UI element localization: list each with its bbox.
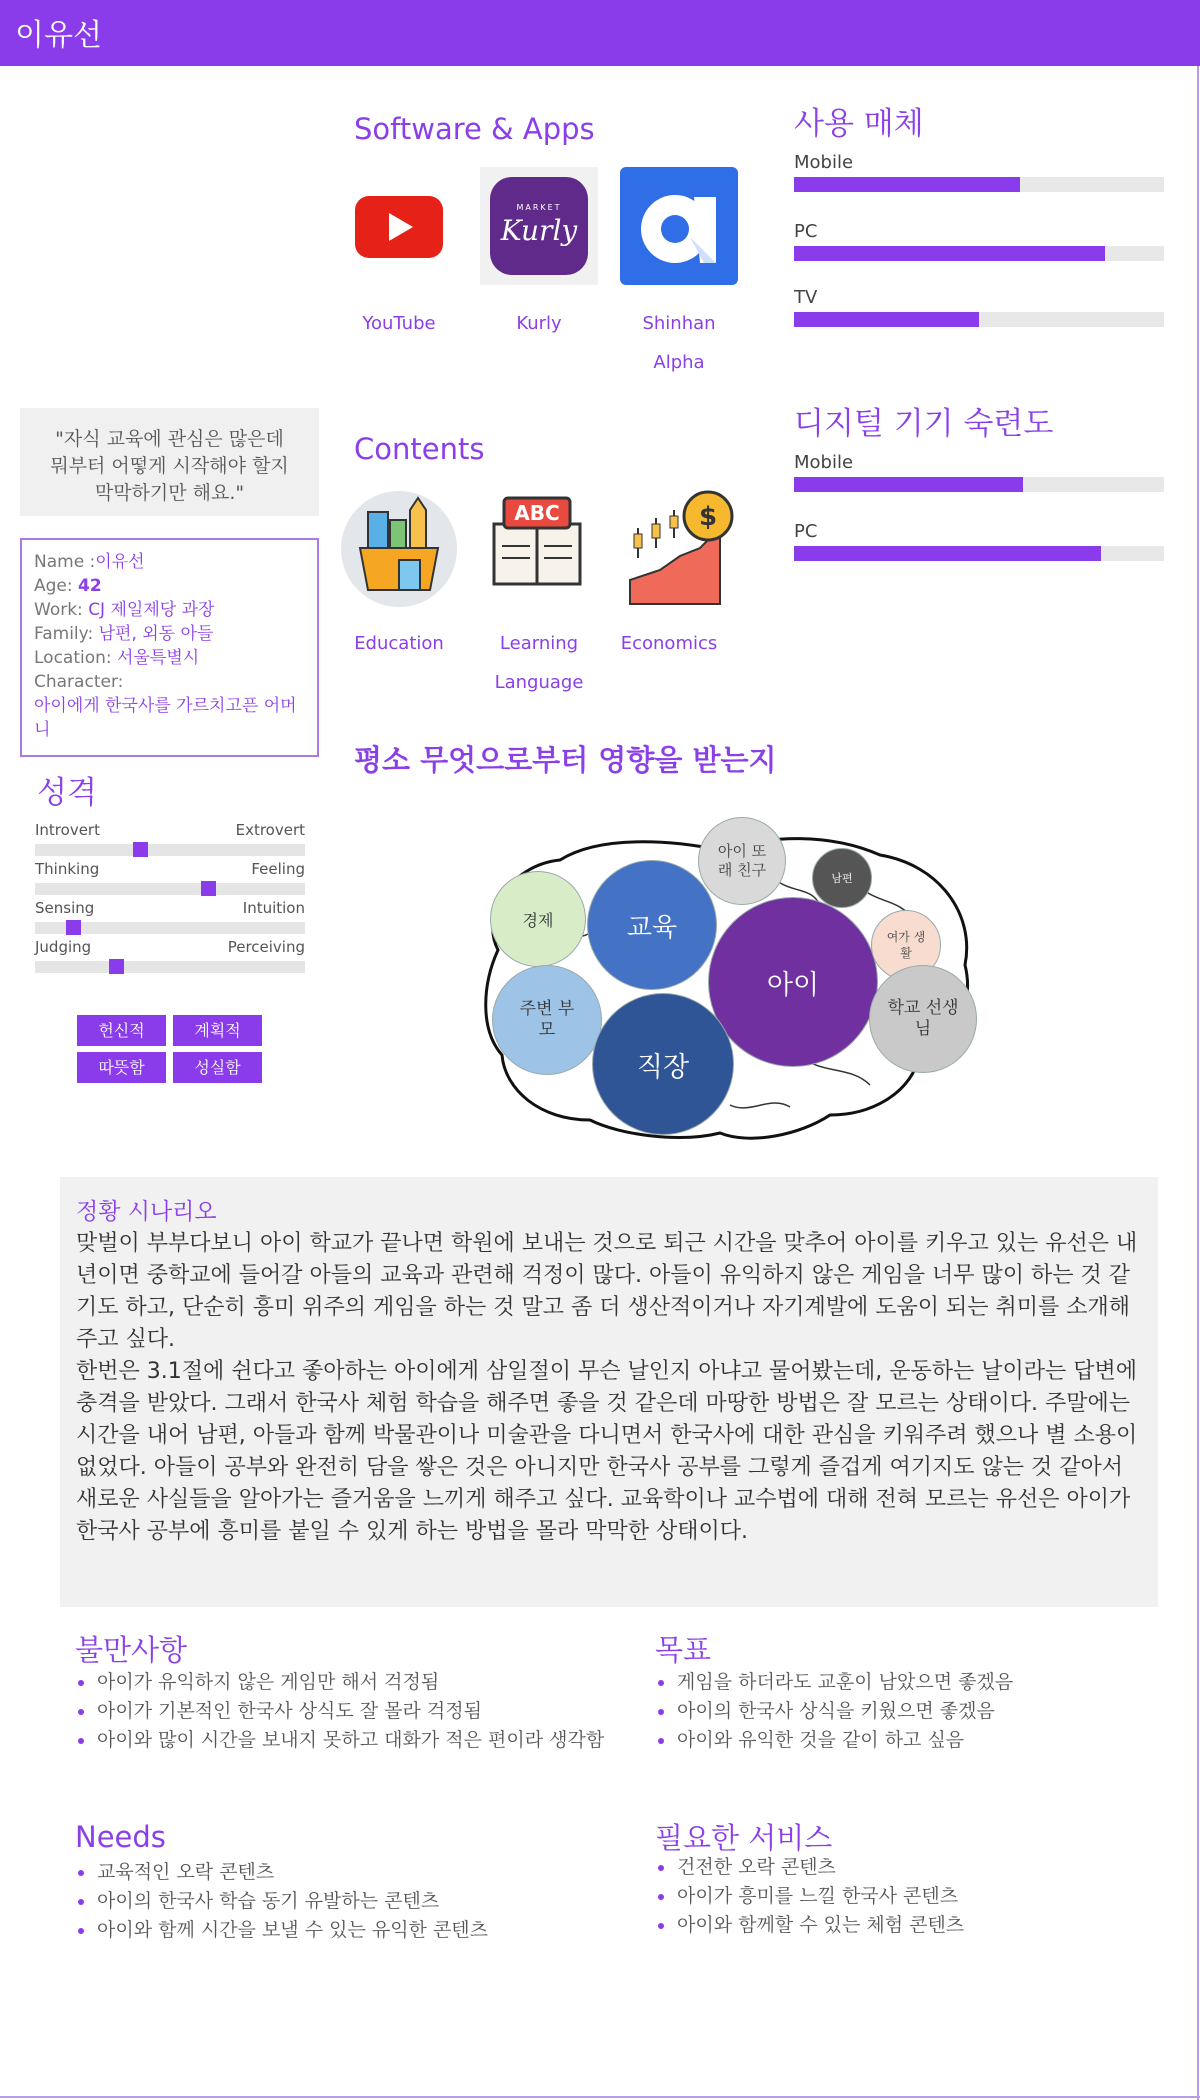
economics-label[interactable]: Economics [620,633,718,654]
needs-title: Needs [75,1820,166,1854]
media-usage-bars [794,152,1164,353]
scenario-paragraph-1: 맞벌이 부부다보니 아이 학교가 끝나면 학원에 보내는 것으로 퇴근 시간을 맞추어 아이를 키우고 있는 유선은 내년이면 중학교에 들어갈 아들의 교육과 관련해 걱정이 많다. 아들이 유익하지 않은 게임을 너무 많이 하는 것 같기도 하고, 단순히 흥미 위주의 게임을 하는 것 말고 좀 더 생산적이거나 자기계발에 도움이 되는 취미를 소개해주고 싶다. [76,1231,1138,1352]
influence-bubble-education: 교육 [587,860,717,990]
persona-quote: "자식 교육에 관심은 많은데 뭐부터 어떻게 시작해야 할지 막막하기만 해요." [20,408,319,516]
bar-label: PC [794,521,818,542]
scenario-paragraph-2: 한번은 3.1절에 쉰다고 좋아하는 아이에게 삼일절이 무슨 날인지 아냐고 물어봤는데, 운동하는 날이라는 답변에 충격을 받았다. 그래서 한국사 체험 학습을 해주면 좋을 것 같은데 마땅한 방법은 잘 모르는 상태이다. 주말에는 시간을 내어 남편, 아들과 함께 박물관이나 미술관을 다니면서 한국사에 대한 관심을 키워주려 했으나 별 소용이 없었다. 아들이 공부와 완전히 담을 쌓은 것은 아니지만 한국사 공부를 그렇게 즐겁게 여기지도 않는 것 같아서 새로운 사실들을 알아가는 즐거움을 느끼게 해주고 싶다. 교육학이나 교수법에 대해 전혀 모르는 유선은 아이가 한국사 공부에 흥미를 붙일 수 있게 하는 방법을 몰라 막막한 상태이다. [76,1359,1138,1544]
bar-fill [794,312,979,327]
header-bar [0,0,1200,66]
list-item: 아이의 한국사 상식을 키웠으면 좋겠음 [655,1697,1175,1726]
trait-row [35,899,305,938]
youtube-icon[interactable] [355,196,443,258]
bar-label: Mobile [794,152,854,173]
media-bar-tv [794,287,1164,353]
trait-tag: 헌신적 [77,1015,166,1046]
influence-brain-diagram [470,815,980,1145]
list-item: 아이와 함께할 수 있는 체험 콘텐츠 [655,1911,1175,1940]
list-item: 아이와 많이 시간을 보내지 못하고 대화가 적은 편이라 생각함 [75,1726,615,1755]
kurly-icon[interactable]: MARKET Kurly [480,167,598,285]
bar-label: Mobile [794,452,854,473]
persona-name-title: 이유선 [15,18,102,53]
list-item: 게임을 하더라도 교훈이 남았으면 좋겠음 [655,1668,1175,1697]
shinhan-alpha-icon[interactable] [620,167,738,285]
apps-section-title: Software & Apps [354,112,595,146]
influence-bubble-child: 아이 [708,897,878,1067]
profile-character-label: Character: [34,672,124,692]
complaints-list [75,1668,615,1755]
trait-slider-knob[interactable] [66,920,81,935]
profile-work: Work: CJ 제일제당 과장 [34,600,215,620]
influence-bubble-economy: 경제 [490,871,586,967]
shinhan-alpha-label[interactable]: Shinhan Alpha [642,313,716,373]
trait-right-label: Extrovert [235,821,305,839]
list-item: 아이가 흥미를 느낄 한국사 콘텐츠 [655,1882,1175,1911]
abc-book-icon[interactable] [478,492,596,596]
media-bar-pc [794,221,1164,287]
bar-label: PC [794,221,818,242]
influence-title: 평소 무엇으로부터 영향을 받는지 [354,743,777,777]
trait-left-label: Thinking [35,860,100,878]
digital-skill-title: 디지털 기기 숙련도 [794,406,1054,442]
bar-fill [794,477,1023,492]
bar-fill [794,177,1020,192]
learning-language-label[interactable]: Learning Language [494,633,584,693]
skill-bar-pc [794,521,1164,587]
influence-bubble-leisure: 여가 생활 [871,910,941,980]
scenario-panel [60,1177,1158,1607]
trait-slider-knob[interactable] [133,842,148,857]
bar-label: TV [794,287,818,308]
contents-section-title: Contents [354,432,485,466]
digital-skill-bars [794,452,1164,587]
education-box-icon[interactable] [340,490,458,608]
profile-character: 아이에게 한국사를 가르치고픈 어머니 [34,696,297,740]
profile-family: Family: 남편, 외동 아들 [34,624,214,644]
list-item: 교육적인 오락 콘텐츠 [75,1858,615,1887]
list-item: 아이와 함께 시간을 보낼 수 있는 유익한 콘텐츠 [75,1916,615,1945]
trait-tag: 성실함 [173,1052,262,1083]
frame-bottom-border [0,2096,1200,2098]
influence-bubble-child-friends: 아이 또래 친구 [698,817,786,905]
trait-right-label: Perceiving [227,938,305,956]
media-bar-mobile [794,152,1164,221]
needs-list [75,1858,615,1945]
bar-fill [794,546,1101,561]
trait-tag: 따뜻함 [77,1052,166,1083]
trait-right-label: Intuition [242,899,305,917]
trait-tag: 계획적 [173,1015,262,1046]
services-list [655,1853,1175,1940]
personality-title: 성격 [37,775,97,811]
education-label[interactable]: Education [354,633,444,654]
skill-bar-mobile [794,452,1164,521]
bar-fill [794,246,1105,261]
frame-right-border [1197,66,1199,2100]
trait-left-label: Judging [35,938,92,956]
personality-traits [35,821,305,977]
trait-slider-knob[interactable] [201,881,216,896]
influence-bubble-work: 직장 [592,993,734,1135]
trait-row [35,860,305,899]
list-item: 아이의 한국사 학습 동기 유발하는 콘텐츠 [75,1887,615,1916]
trait-row [35,938,305,977]
svg-text:ABC: ABC [514,501,560,525]
list-item: 아이와 유익한 것을 같이 하고 싶음 [655,1726,1175,1755]
youtube-label[interactable]: YouTube [362,313,436,334]
influence-bubble-other-parents: 주변 부모 [492,965,602,1075]
list-item: 건전한 오락 콘텐츠 [655,1853,1175,1882]
goals-title: 목표 [655,1633,712,1667]
list-item: 아이가 유익하지 않은 게임만 해서 걱정됨 [75,1668,615,1697]
media-usage-title: 사용 매체 [794,106,924,142]
svg-text:$: $ [698,502,718,532]
goals-list [655,1668,1175,1755]
profile-name: Name :이유선 [34,552,145,572]
influence-bubble-teacher: 학교 선생님 [869,965,977,1073]
profile-location: Location: 서울특별시 [34,648,200,668]
complaints-title: 불만사항 [75,1633,188,1667]
profile-info-box [20,538,319,757]
list-item: 아이가 기본적인 한국사 상식도 잘 몰라 걱정됨 [75,1697,615,1726]
trait-row [35,821,305,860]
scenario-title: 정황 시나리오 [76,1199,217,1225]
trait-left-label: Sensing [35,899,95,917]
kurly-label[interactable]: Kurly [516,313,562,334]
trait-slider-knob[interactable] [109,959,124,974]
economics-chart-icon[interactable] [620,488,738,606]
trait-left-label: Introvert [35,821,100,839]
services-title: 필요한 서비스 [655,1821,833,1855]
influence-bubble-husband: 남편 [812,848,872,908]
trait-right-label: Feeling [251,860,305,878]
profile-age: Age: 42 [34,576,102,596]
